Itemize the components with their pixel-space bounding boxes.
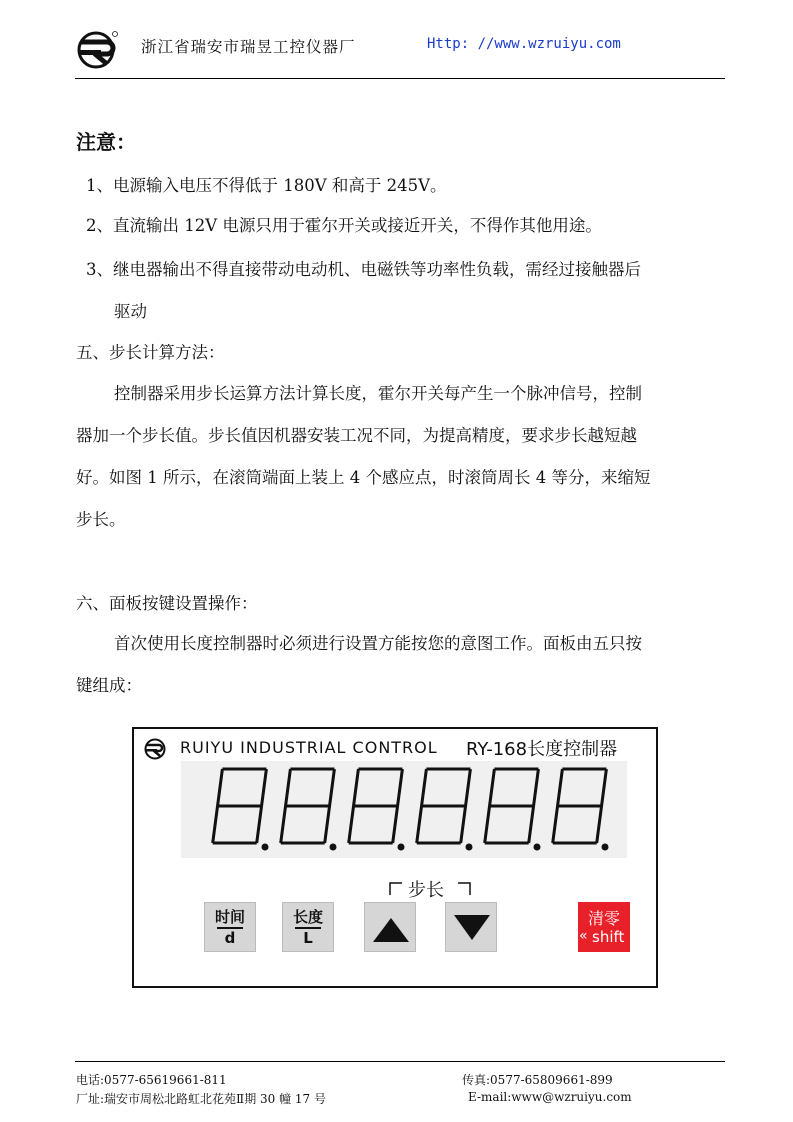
display-digit (213, 769, 269, 851)
ruiyu-logo-small-icon (144, 738, 166, 760)
footer-email[interactable]: E-mail:www@wzruiyu.com (468, 1090, 632, 1104)
section5-line-1: 控制器采用步长运算方法计算长度，霍尔开关每产生一个脉冲信号，控制 (114, 384, 642, 403)
footer-fax: 传真:0577-65809661-899 (462, 1073, 613, 1087)
footer-address: 厂址:瑞安市周松北路虹北花苑Ⅱ期 30 幢 17 号 (76, 1092, 326, 1106)
display-digit (553, 769, 609, 851)
length-key-bottom: L (295, 927, 321, 947)
decimal-point (466, 844, 473, 851)
section5-line-3: 好。如图 1 所示，在滚筒端面上装上 4 个感应点，时滚筒周长 4 等分，来缩短 (76, 468, 651, 487)
notice-item-1: 1、电源输入电压不得低于 180V 和高于 245V。 (86, 176, 447, 195)
notice-title: 注意： (76, 130, 136, 154)
controller-panel (132, 727, 658, 988)
display-digit (417, 769, 473, 851)
company-name: 浙江省瑞安市瑞昱工控仪器厂 (141, 38, 356, 56)
decimal-point (398, 844, 405, 851)
display-digit (349, 769, 405, 851)
length-key-top: 长度 (292, 908, 323, 926)
decimal-point (262, 844, 269, 851)
double-chevron-left-icon: « (579, 928, 588, 944)
clear-key-bottom: shift (592, 928, 625, 946)
notice-item-3: 3、继电器输出不得直接带动电动机、电磁铁等功率性负载，需经过接触器后 (86, 260, 641, 279)
section6-line-1: 首次使用长度控制器时必须进行设置方能按您的意图工作。面板由五只按 (114, 634, 642, 653)
notice-item-3-cont: 驱动 (114, 302, 147, 321)
ruiyu-logo-icon (75, 28, 119, 72)
panel-brand: RUIYU INDUSTRIAL CONTROL (180, 738, 438, 757)
section6-line-2: 键组成： (76, 676, 142, 695)
decimal-point (534, 844, 541, 851)
decimal-point (330, 844, 337, 851)
panel-model: RY-168长度控制器 (466, 739, 618, 760)
decimal-point (602, 844, 609, 851)
time-key[interactable] (204, 902, 256, 952)
step-down-key[interactable] (445, 902, 497, 952)
time-key-top: 时间 (214, 908, 245, 926)
section6-heading: 六、面板按键设置操作： (76, 594, 258, 613)
website-link[interactable]: Http: //www.wzruiyu.com (427, 36, 621, 52)
section5-heading: 五、步长计算方法： (76, 343, 225, 362)
section5-line-2: 器加一个步长值。步长值因机器安装工况不同，为提高精度，要求步长越短越 (76, 426, 637, 445)
section5-line-4: 步长。 (76, 510, 126, 529)
page-header (75, 22, 725, 78)
step-label: 步长 (408, 880, 444, 901)
step-up-key[interactable] (364, 902, 416, 952)
display-digit (485, 769, 541, 851)
time-key-bottom: d (217, 927, 243, 947)
notice-item-2: 2、直流输出 12V 电源只用于霍尔开关或接近开关，不得作其他用途。 (86, 216, 602, 235)
header-divider (75, 78, 725, 79)
clear-shift-key[interactable] (578, 902, 630, 952)
length-key[interactable] (282, 902, 334, 952)
display-digit (281, 769, 337, 851)
triangle-down-icon (446, 903, 498, 953)
clear-key-top: 清零 (588, 909, 621, 928)
triangle-up-icon (365, 903, 417, 953)
seven-segment-display (181, 761, 627, 858)
footer-divider (75, 1061, 725, 1062)
footer-phone: 电话:0577-65619661-811 (76, 1073, 227, 1087)
